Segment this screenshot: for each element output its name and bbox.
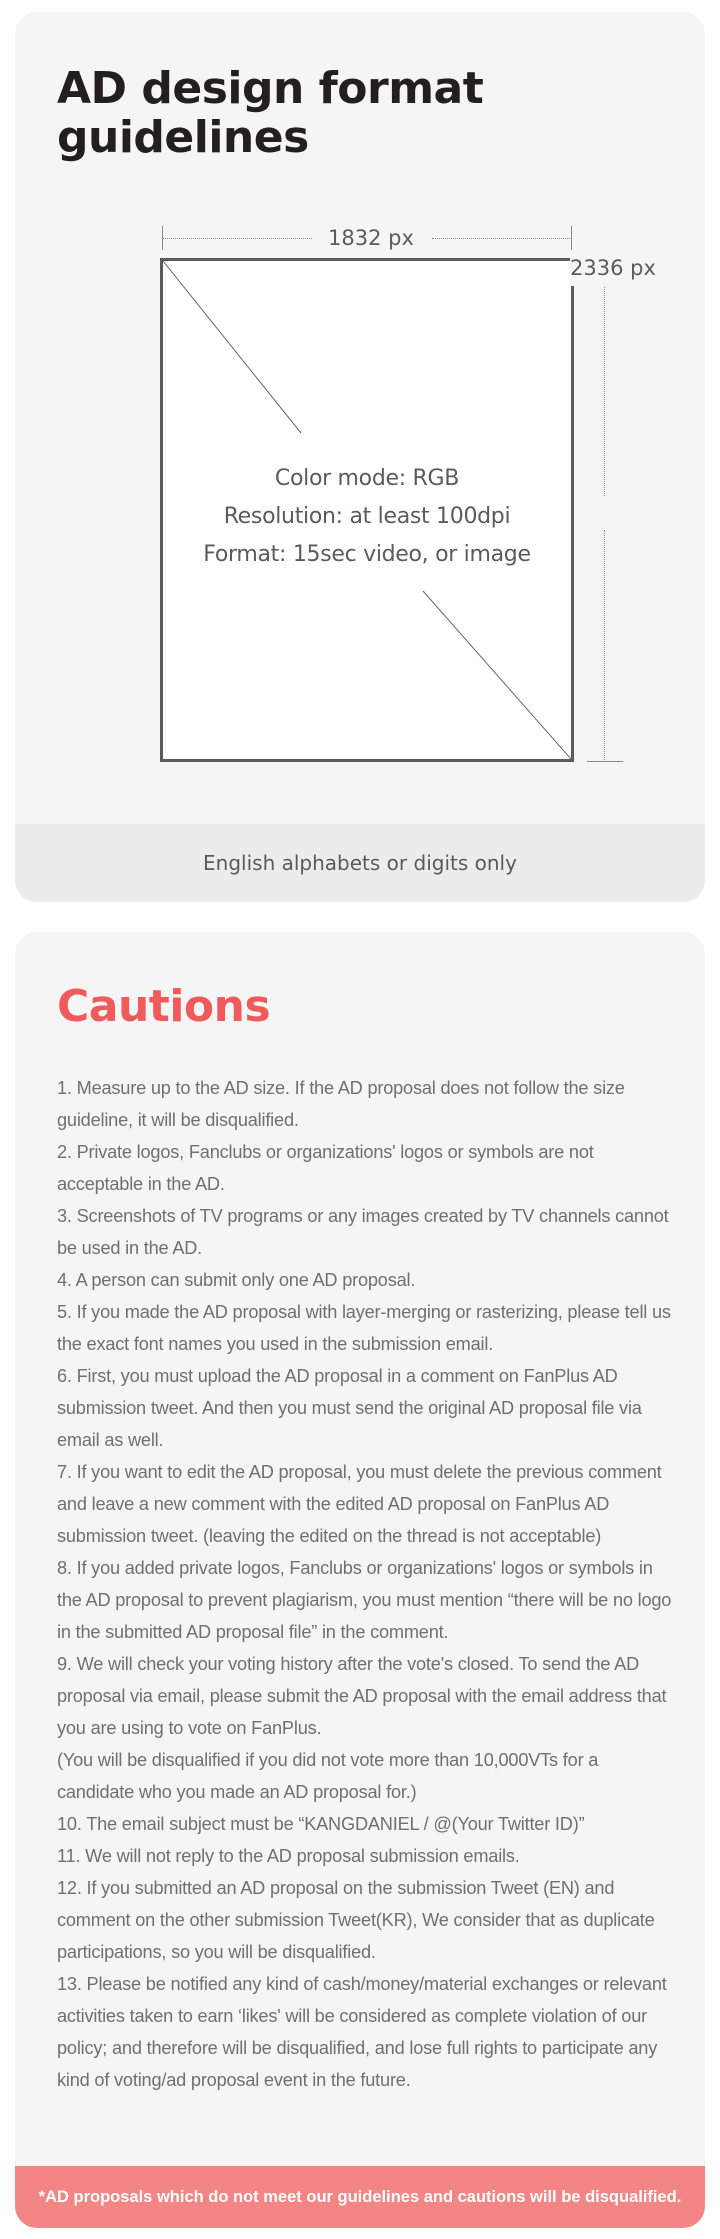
caution-item: 1. Measure up to the AD size. If the AD proposal does not follow the size guideline, it will be disqualified.	[57, 1078, 625, 1130]
height-dimension	[585, 258, 625, 762]
cautions-title: Cautions	[57, 981, 271, 1032]
width-dimension	[162, 224, 572, 252]
cautions-card	[15, 932, 705, 2228]
caution-item: 10. The email subject must be “KANGDANIEL / @(Your Twitter ID)”	[57, 1814, 585, 1834]
caution-item: 13. Please be notified any kind of cash/money/material exchanges or relevant activities taken to earn ‘likes' will be considered as complete violation of our policy; and therefore will be disqualified, and lose full rights to participate any kind of voting/ad proposal event in the future.	[57, 1974, 667, 2090]
caution-item: 11. We will not reply to the AD proposal submission emails.	[57, 1846, 520, 1866]
caution-item: 5. If you made the AD proposal with layer-merging or rasterizing, please tell us the exact font names you used in the submission email.	[57, 1302, 671, 1354]
format-guidelines-card	[15, 12, 705, 902]
height-label: 2336 px	[570, 250, 656, 286]
ad-canvas-frame	[160, 258, 574, 762]
title-line-2: guidelines	[57, 112, 309, 164]
format-footer-note: English alphabets or digits only	[15, 824, 705, 902]
disqualification-warning-banner: *AD proposals which do not meet our guidelines and cautions will be disqualified.	[15, 2166, 705, 2228]
caution-item: 2. Private logos, Fanclubs or organizations' logos or symbols are not acceptable in the AD.	[57, 1142, 594, 1194]
caution-item: 3. Screenshots of TV programs or any images created by TV channels cannot be used in the AD.	[57, 1206, 669, 1258]
caution-item: 6. First, you must upload the AD proposal in a comment on FanPlus AD submission tweet. And then you must send the original AD proposal file via email as well.	[57, 1366, 642, 1450]
title-line-1: AD design format	[57, 63, 484, 114]
caution-item: (You will be disqualified if you did not vote more than 10,000VTs for a candidate who you made an AD proposal for.)	[57, 1750, 599, 1802]
format-spec: Format: 15sec video, or image	[203, 542, 531, 567]
caution-item: 7. If you want to edit the AD proposal, you must delete the previous comment and leave a new comment with the edited AD proposal on FanPlus AD submission tweet. (leaving the edited on the thread is not acceptable)	[57, 1462, 662, 1546]
caution-item: 4. A person can submit only one AD proposal.	[57, 1270, 416, 1290]
width-label: 1832 px	[312, 224, 430, 252]
color-mode-spec: Color mode: RGB	[274, 466, 460, 491]
caution-item: 8. If you added private logos, Fanclubs or organizations' logos or symbols in the AD proposal to prevent plagiarism, you must mention “there will be no logo in the submitted AD proposal file” in the comment.	[57, 1558, 672, 1642]
caution-item: 12. If you submitted an AD proposal on the submission Tweet (EN) and comment on the other submission Tweet(KR), We consider that as duplicate participations, so you will be disqualified.	[57, 1878, 655, 1962]
format-guidelines-title	[57, 64, 483, 163]
ad-specs	[163, 460, 571, 574]
resolution-spec: Resolution: at least 100dpi	[223, 504, 511, 529]
caution-item: 9. We will check your voting history after the vote's closed. To send the AD proposal via email, please submit the AD proposal with the email address that you are using to vote on FanPlus.	[57, 1654, 667, 1738]
cautions-list	[57, 1072, 677, 2096]
